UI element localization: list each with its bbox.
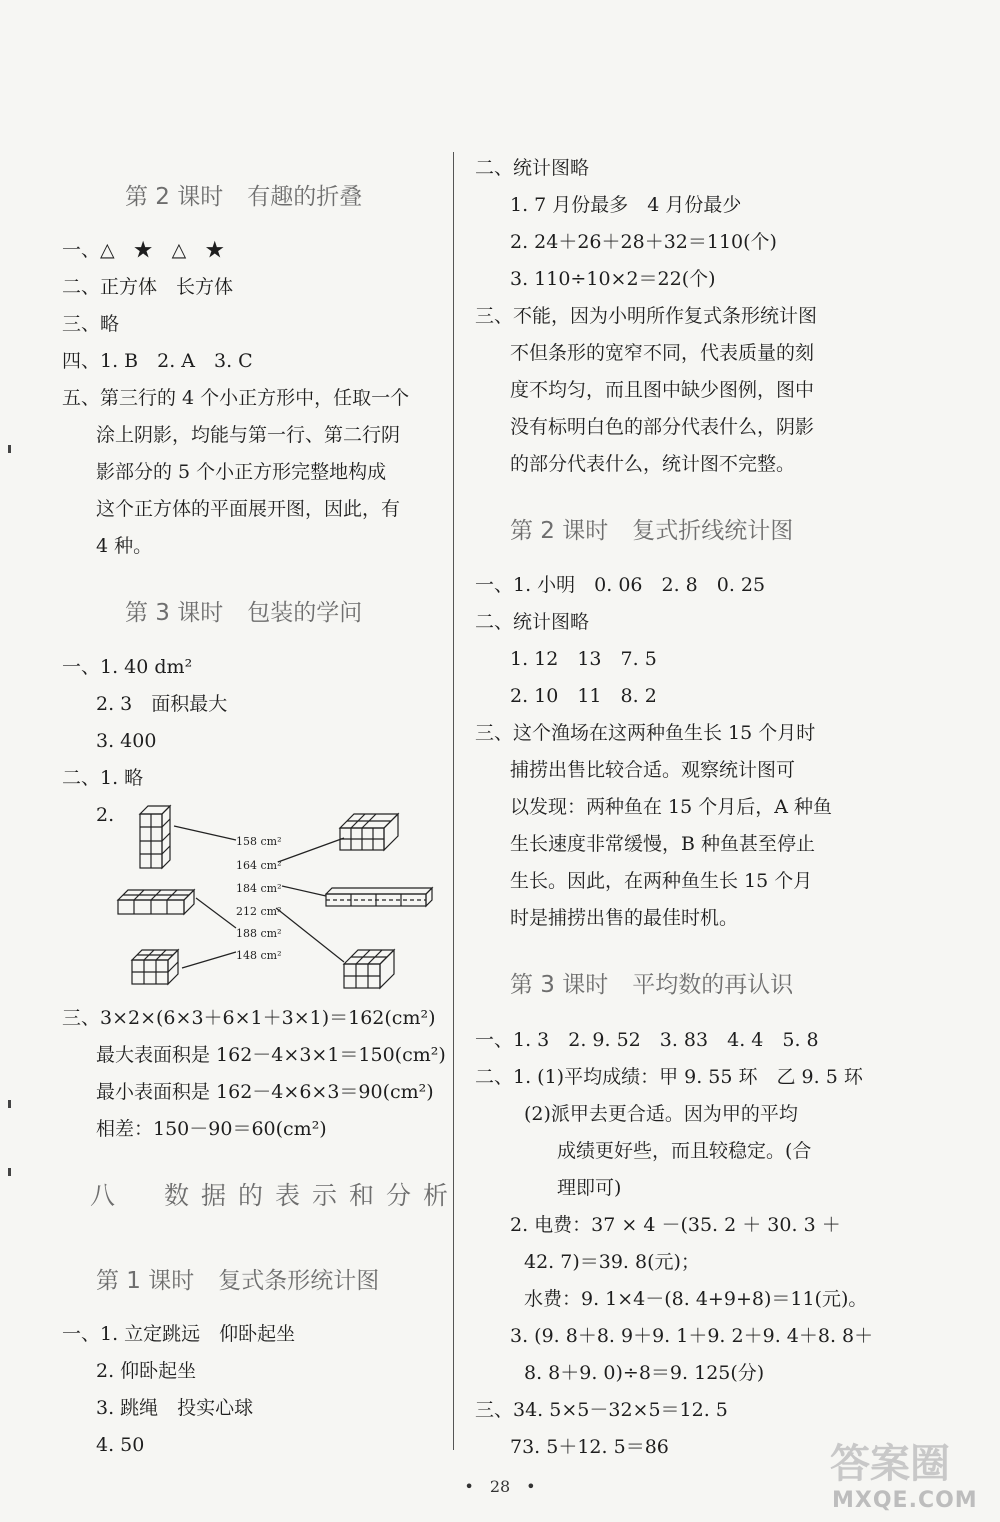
box-matching-figure bbox=[112, 800, 452, 996]
answer-line: 2. bbox=[96, 804, 115, 826]
heading-title: 平均数的再认识 bbox=[632, 972, 794, 998]
answer-line: 1. 7 月份最多 4 月份最少 bbox=[510, 194, 742, 216]
answer-line: 3. 跳绳 投实心球 bbox=[96, 1397, 254, 1419]
column-divider bbox=[453, 152, 454, 1450]
answer-line: 最小表面积是 162－4×6×3＝90(cm²) bbox=[96, 1081, 434, 1103]
heading-title: 复式条形统计图 bbox=[218, 1268, 380, 1294]
answer-line: 的部分代表什么，统计图不完整。 bbox=[510, 453, 796, 475]
answer-line: 以发现：两种鱼在 15 个月后，A 种鱼 bbox=[510, 796, 833, 818]
answer-line: (2)派甲去更合适。因为甲的平均 bbox=[524, 1103, 798, 1125]
heading-title: 有趣的折叠 bbox=[247, 184, 363, 210]
area-label: 158 cm² bbox=[236, 835, 282, 848]
heading-lesson3-packaging bbox=[125, 594, 362, 627]
match-line bbox=[196, 898, 236, 928]
answer-line: 一、1. 40 dm² bbox=[62, 656, 193, 678]
answer-line: 时是捕捞出售的最佳时机。 bbox=[510, 907, 739, 929]
answer-line: 二、1. 略 bbox=[62, 767, 144, 789]
answer-line: 五、第三行的 4 个小正方形中，任取一个 bbox=[62, 387, 410, 409]
heading-number: 第 3 课时 bbox=[125, 600, 224, 626]
answer-line: 相差：150－90＝60(cm²) bbox=[96, 1118, 327, 1140]
heading-lesson1-bar-chart bbox=[96, 1262, 379, 1295]
answer-line: 捕捞出售比较合适。观察统计图可 bbox=[510, 759, 796, 781]
answer-line: 三、这个渔场在这两种鱼生长 15 个月时 bbox=[475, 722, 816, 744]
answer-line: 度不均匀，而且图中缺少图例，图中 bbox=[510, 379, 815, 401]
area-label: 212 cm² bbox=[236, 905, 282, 918]
answer-line: 三、略 bbox=[62, 313, 120, 335]
heading-number: 第 2 课时 bbox=[510, 518, 609, 544]
answer-line: 8. 8＋9. 0)÷8＝9. 125(分) bbox=[524, 1362, 765, 1384]
answer-line: 影部分的 5 个小正方形完整地构成 bbox=[96, 461, 387, 483]
heading-title: 包装的学问 bbox=[247, 600, 363, 626]
answer-line: 三、不能，因为小明所作复式条形统计图 bbox=[475, 305, 818, 327]
answer-line: 理即可) bbox=[557, 1177, 622, 1199]
answer-line: 73. 5＋12. 5＝86 bbox=[510, 1436, 669, 1458]
answer-line: 二、统计图略 bbox=[475, 157, 590, 179]
answer-line: 最大表面积是 162－4×3×1＝150(cm²) bbox=[96, 1044, 446, 1066]
area-label: 188 cm² bbox=[236, 927, 282, 940]
answer-line: 4. 50 bbox=[96, 1434, 145, 1456]
box-tall-stack bbox=[140, 806, 170, 868]
answer-line: 二、正方体 长方体 bbox=[62, 276, 234, 298]
area-label: 148 cm² bbox=[236, 949, 282, 962]
area-label: 184 cm² bbox=[236, 882, 282, 895]
answer-line: 涂上阴影，均能与第一行、第二行阴 bbox=[96, 424, 401, 446]
match-line bbox=[174, 826, 236, 840]
box-flat-right bbox=[326, 888, 432, 906]
answer-line: 3. 400 bbox=[96, 730, 157, 752]
heading-lesson3-average bbox=[510, 966, 793, 999]
answer-line: 一、1. 立定跳远 仰卧起坐 bbox=[62, 1323, 296, 1345]
chapter-heading: 八 数据的表示和分析 bbox=[90, 1181, 461, 1210]
scan-speck bbox=[8, 1168, 11, 1176]
answer-line: 不但条形的宽窄不同，代表质量的刻 bbox=[510, 342, 815, 364]
answer-line: 一、1. 小明 0. 06 2. 8 0. 25 bbox=[475, 574, 766, 596]
answer-line: 3. (9. 8＋8. 9＋9. 1＋9. 2＋9. 4＋8. 8＋ bbox=[510, 1325, 874, 1347]
answer-line: 三、34. 5×5－32×5＝12. 5 bbox=[475, 1399, 728, 1421]
answer-line: 2. 24＋26＋28＋32＝110(个) bbox=[510, 231, 777, 253]
match-line bbox=[276, 908, 344, 962]
match-line bbox=[182, 952, 236, 968]
answer-line: 4 种。 bbox=[96, 535, 153, 557]
box-flat-left bbox=[118, 890, 194, 914]
scan-speck bbox=[8, 445, 11, 453]
box-bottom-right bbox=[344, 950, 394, 988]
answer-line: 3. 110÷10×2＝22(个) bbox=[510, 268, 716, 290]
answer-line: 生长。因此，在两种鱼生长 15 个月 bbox=[510, 870, 813, 892]
answer-line: 成绩更好些，而且较稳定。(合 bbox=[557, 1140, 812, 1162]
answer-line: 42. 7)＝39. 8(元)； bbox=[524, 1251, 700, 1273]
answer-line: 这个正方体的平面展开图，因此，有 bbox=[96, 498, 401, 520]
match-line bbox=[278, 838, 344, 862]
answer-line: 2. 电费：37 × 4 －(35. 2 ＋ 30. 3 ＋ bbox=[510, 1214, 841, 1236]
page-number: • 28 • bbox=[464, 1477, 536, 1496]
answer-line: 一、1. 3 2. 9. 52 3. 83 4. 4 5. 8 bbox=[475, 1029, 819, 1051]
answer-line: 生长速度非常缓慢，B 种鱼甚至停止 bbox=[510, 833, 816, 855]
watermark-logo: 答案圈 bbox=[830, 1441, 950, 1487]
answer-line: 二、1. (1)平均成绩：甲 9. 55 环 乙 9. 5 环 bbox=[475, 1066, 863, 1088]
answer-line: 三、3×2×(6×3＋6×1＋3×1)＝162(cm²) bbox=[62, 1007, 436, 1029]
heading-number: 第 2 课时 bbox=[125, 184, 224, 210]
answer-line: 二、统计图略 bbox=[475, 611, 590, 633]
heading-number: 第 1 课时 bbox=[96, 1268, 195, 1294]
scan-speck bbox=[8, 1100, 11, 1108]
answer-line: 水费：9. 1×4－(8. 4+9+8)＝11(元)。 bbox=[524, 1288, 868, 1310]
heading-number: 第 3 课时 bbox=[510, 972, 609, 998]
answer-line: 一、△ ★ △ ★ bbox=[62, 239, 225, 261]
answer-line: 2. 10 11 8. 2 bbox=[510, 685, 657, 707]
watermark-url: MXQE.COM bbox=[832, 1488, 978, 1513]
area-label: 164 cm² bbox=[236, 859, 282, 872]
heading-title: 复式折线统计图 bbox=[632, 518, 794, 544]
heading-lesson2-line-chart bbox=[510, 512, 793, 545]
match-line bbox=[282, 886, 326, 896]
answer-line: 2. 3 面积最大 bbox=[96, 693, 228, 715]
box-top-right bbox=[340, 814, 398, 850]
answer-line: 2. 仰卧起坐 bbox=[96, 1360, 197, 1382]
heading-lesson2-folding bbox=[125, 178, 362, 211]
answer-line: 四、1. B 2. A 3. C bbox=[62, 350, 253, 372]
answer-line: 1. 12 13 7. 5 bbox=[510, 648, 657, 670]
answer-line: 没有标明白色的部分代表什么，阴影 bbox=[510, 416, 815, 438]
box-bottom-left bbox=[132, 950, 178, 984]
